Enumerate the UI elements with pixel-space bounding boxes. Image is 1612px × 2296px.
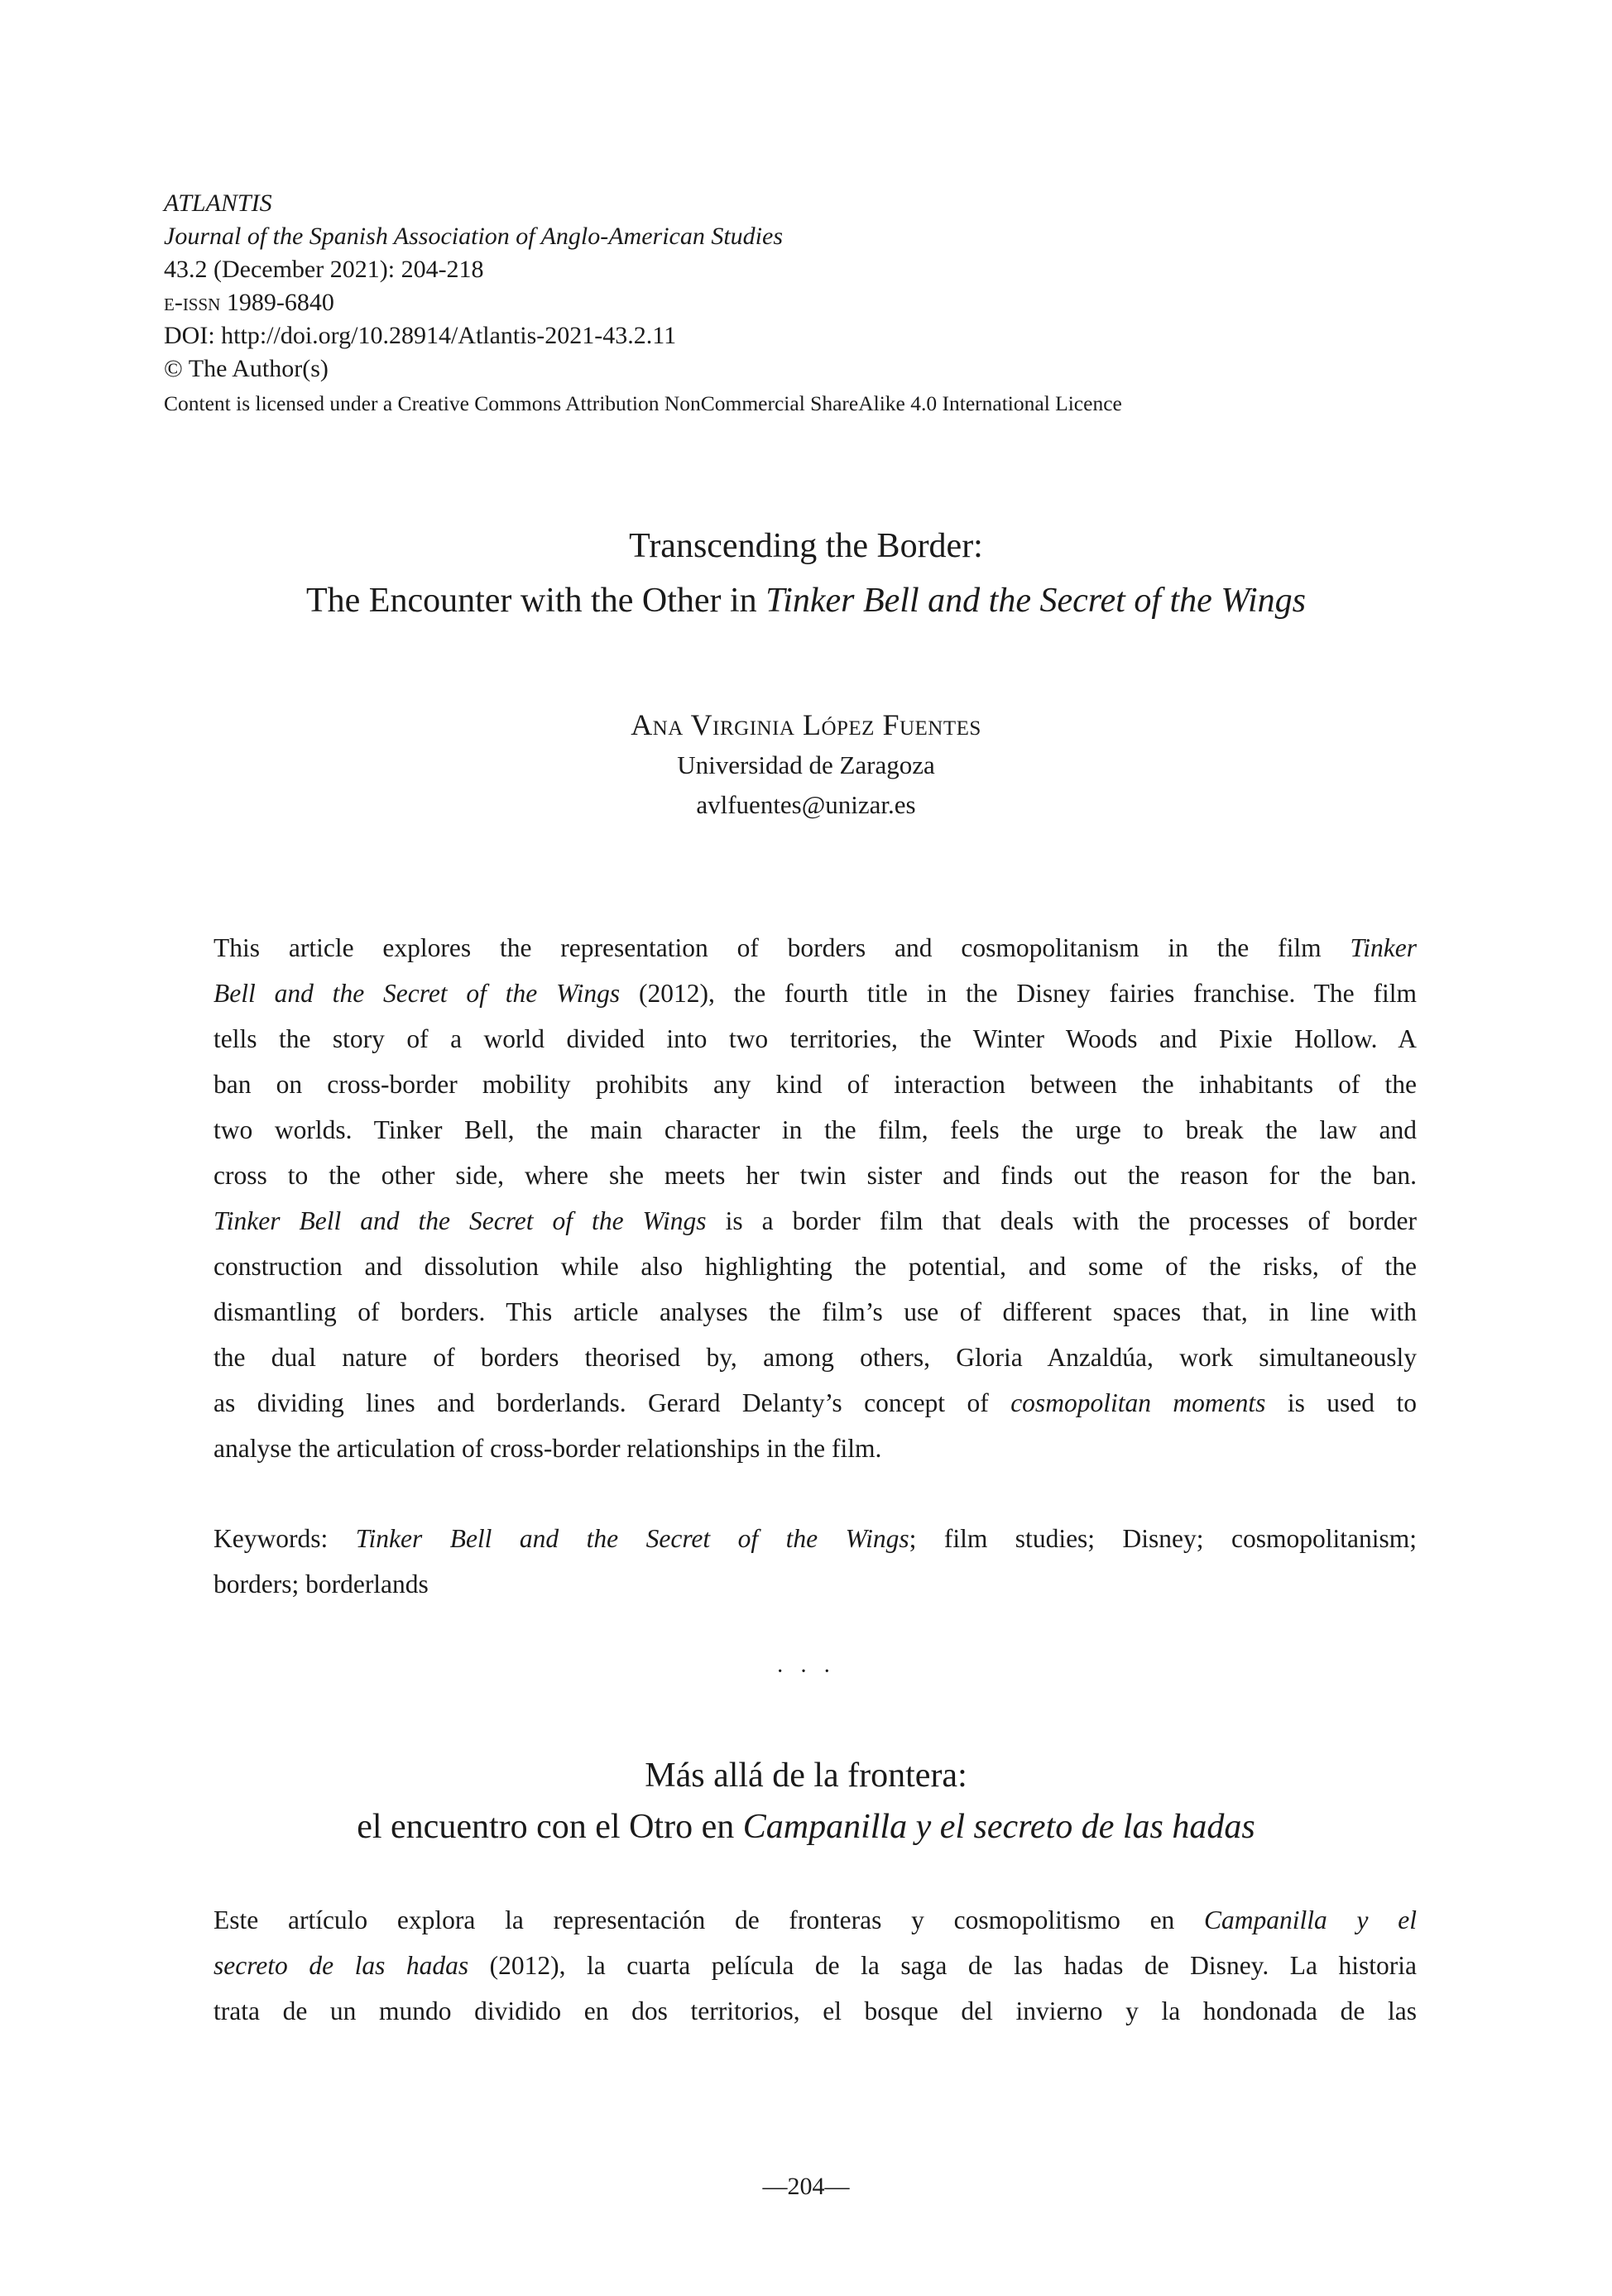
abstract-line: This article explores the representation of borders and cosmopolitanism in the film Tinker bbox=[213, 933, 1417, 962]
abstract-line: ban on cross-border mobility prohibits any kind of interaction between the inhabitants of the bbox=[213, 1070, 1417, 1099]
licence-notice: Content is licensed under a Creative Commons Attribution NonCommercial ShareAlike 4.0 International Licence bbox=[164, 391, 1122, 415]
issue-info: 43.2 (December 2021): 204-218 bbox=[164, 256, 484, 283]
issn-label: e-issn bbox=[164, 289, 221, 316]
article-title-text: The Encounter with the Other in bbox=[306, 582, 766, 620]
author-name: Ana Virginia López Fuentes bbox=[631, 708, 981, 741]
spanish-title-line1: Más allá de la frontera: bbox=[645, 1757, 967, 1795]
doi-link[interactable]: DOI: http://doi.org/10.28914/Atlantis-2021-43.2.11 bbox=[164, 322, 677, 349]
abstract-line: as dividing lines and borderlands. Gerard Delanty’s concept of cosmopolitan moments is used to bbox=[213, 1388, 1417, 1417]
copyright-notice: © The Author(s) bbox=[164, 355, 329, 382]
keywords-line: Keywords: Tinker Bell and the Secret of the Wings; film studies; Disney; cosmopolitanism; bbox=[213, 1524, 1418, 1553]
author-affiliation: Universidad de Zaragoza bbox=[677, 750, 935, 779]
abstract-line: two worlds. Tinker Bell, the main character in the film, feels the urge to break the law and bbox=[213, 1115, 1417, 1144]
issn-value: 1989-6840 bbox=[226, 289, 334, 316]
issn-line bbox=[164, 286, 334, 319]
abstract-line: secreto de las hadas (2012), la cuarta película de la saga de las hadas de Disney. La historia bbox=[213, 1951, 1417, 1980]
abstract-line: analyse the articulation of cross-border relationships in the film. bbox=[213, 1434, 882, 1463]
page-number: —204— bbox=[762, 2173, 850, 2200]
abstract-line: the dual nature of borders theorised by, among others, Gloria Anzaldúa, work simultaneously bbox=[213, 1343, 1417, 1372]
abstract-line: Bell and the Secret of the Wings (2012), the fourth title in the Disney fairies franchise. The film bbox=[213, 979, 1417, 1008]
author-email[interactable]: avlfuentes@unizar.es bbox=[696, 790, 916, 819]
article-title-line1: Transcending the Border: bbox=[629, 527, 983, 565]
abstract-line: tells the story of a world divided into two territories, the Winter Woods and Pixie Hollow. A bbox=[213, 1024, 1417, 1053]
abstract-spanish bbox=[213, 1897, 1417, 2034]
abstract-english bbox=[213, 925, 1417, 1471]
abstract-line: cross to the other side, where she meets her twin sister and finds out the reason for the ban. bbox=[213, 1161, 1417, 1190]
spanish-film-title: Campanilla y el secreto de las hadas bbox=[742, 1808, 1255, 1846]
film-title: Tinker Bell and the Secret of the Wings bbox=[765, 582, 1306, 620]
abstract-line: construction and dissolution while also highlighting the potential, and some of the risks, of the bbox=[213, 1252, 1417, 1281]
journal-name: ATLANTIS bbox=[164, 189, 272, 217]
abstract-line: Tinker Bell and the Secret of the Wings is a border film that deals with the processes of border bbox=[213, 1206, 1417, 1235]
spanish-title-line2 bbox=[0, 1804, 1612, 1850]
keywords bbox=[213, 1516, 1417, 1607]
section-separator: · · · bbox=[776, 1659, 836, 1685]
abstract-line: Este artículo explora la representación de fronteras y cosmopolitismo en Campanilla y el bbox=[213, 1905, 1417, 1934]
abstract-line: trata de un mundo dividido en dos territorios, el bosque del invierno y la hondonada de las bbox=[213, 1996, 1417, 2025]
article-title-line2 bbox=[0, 578, 1612, 624]
keywords-line: borders; borderlands bbox=[213, 1570, 429, 1599]
abstract-line: dismantling of borders. This article analyses the film’s use of different spaces that, in line with bbox=[213, 1297, 1417, 1326]
spanish-title-text: el encuentro con el Otro en bbox=[357, 1808, 743, 1846]
journal-subtitle: Journal of the Spanish Association of Anglo-American Studies bbox=[164, 223, 784, 250]
